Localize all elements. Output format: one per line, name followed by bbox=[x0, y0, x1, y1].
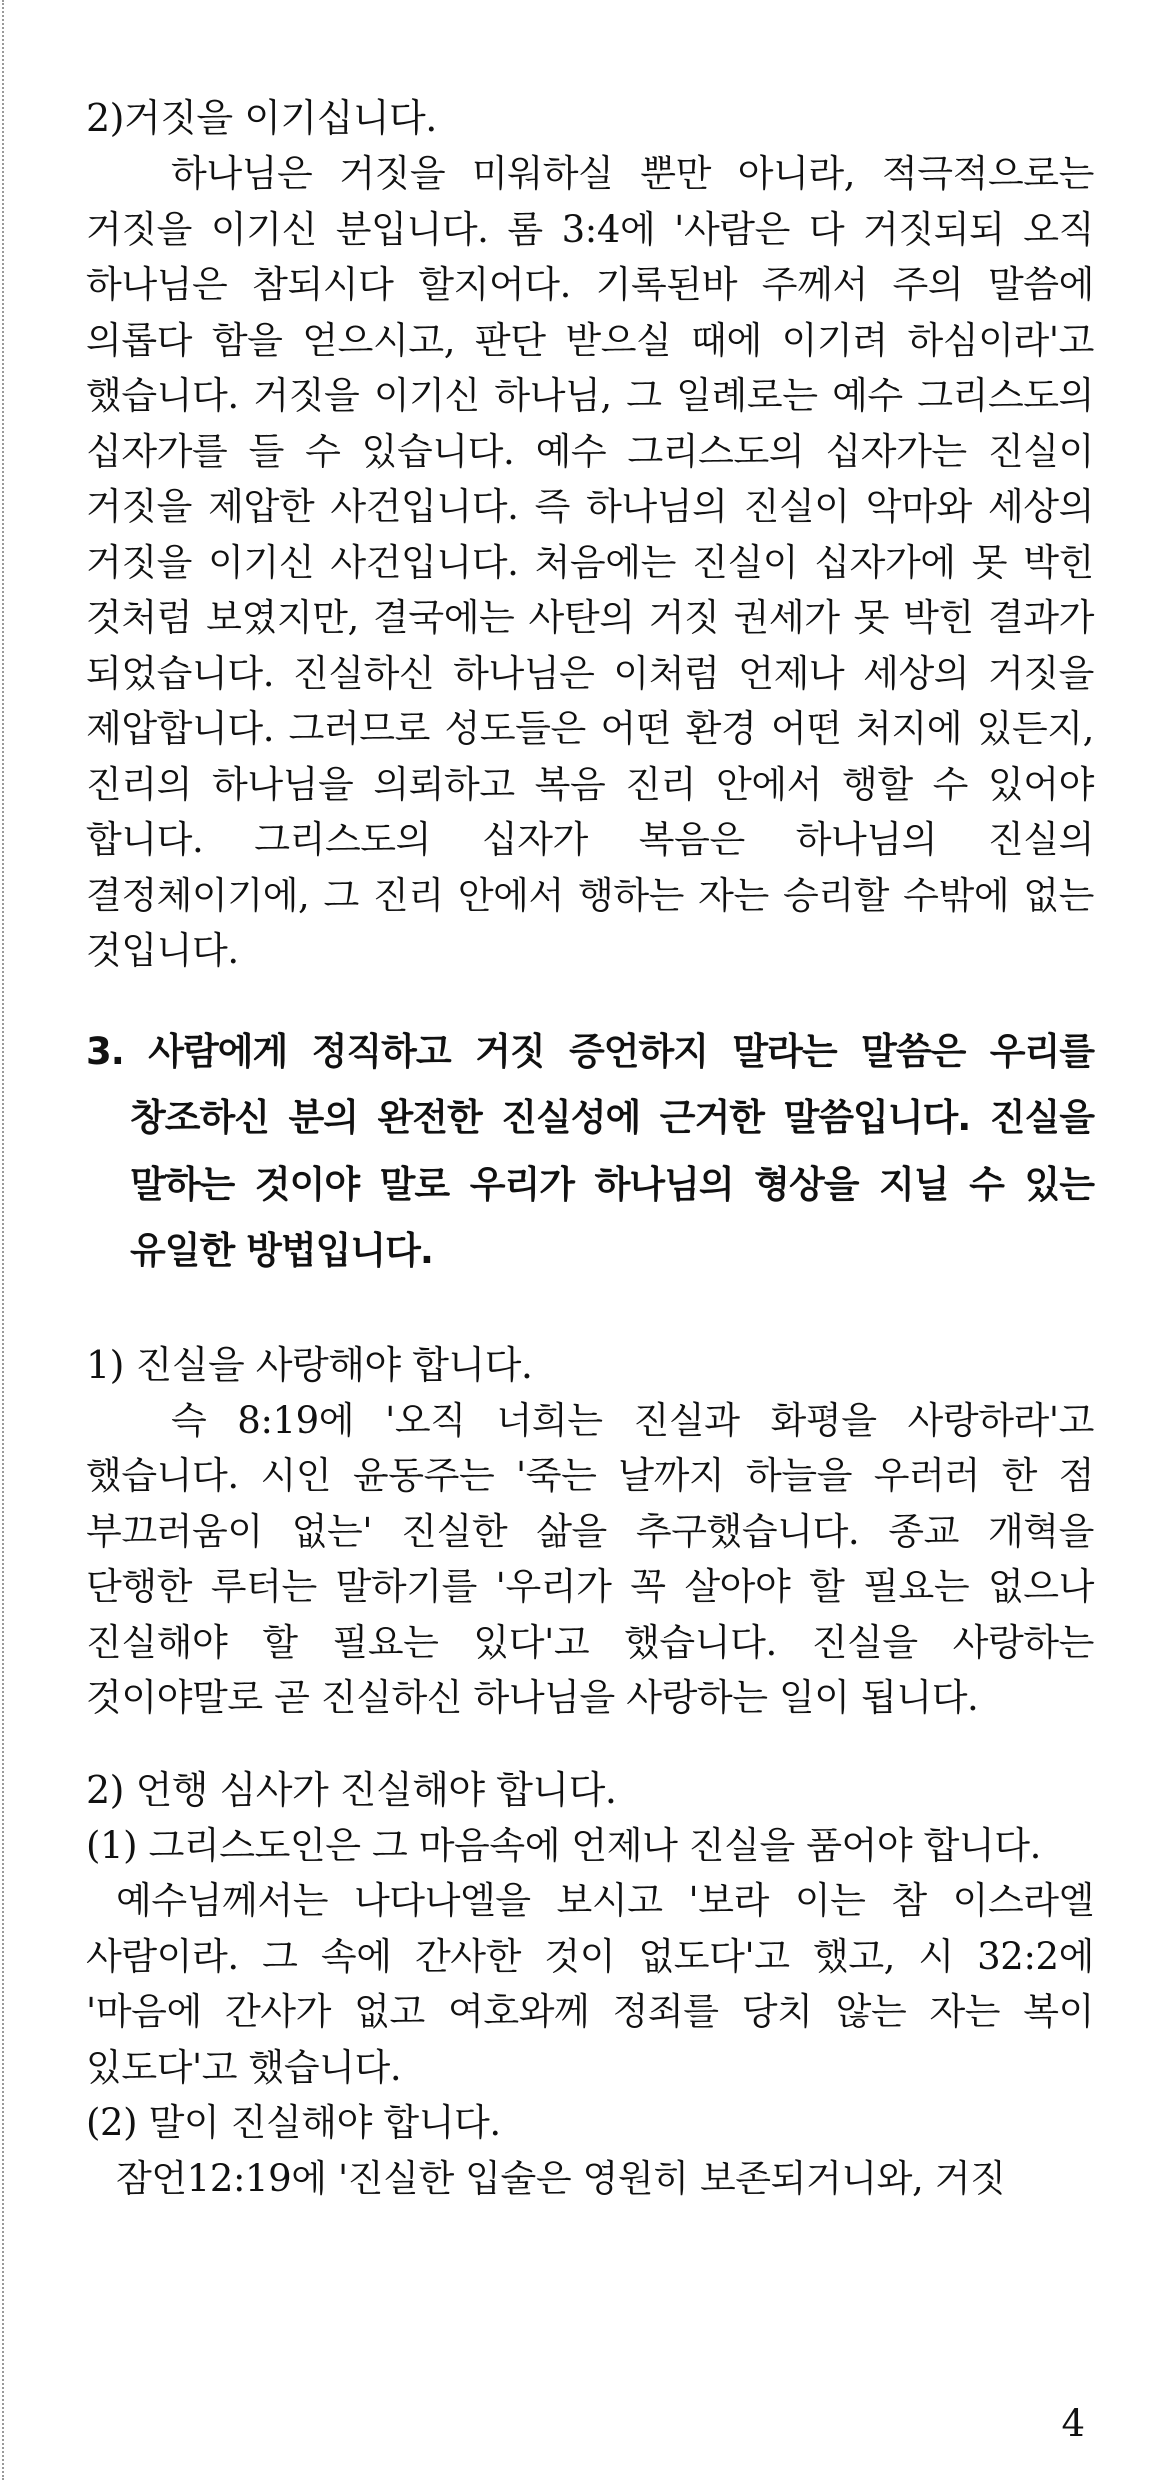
item-1-body: 예수님께서는 나다나엘을 보시고 '보라 이는 참 이스라엘 사람이라. 그 속에 간사한 것이 없도다'고 했고, 시 32:2에 '마음에 간사가 없고 여호와께 정죄를 당치 않는 자는 복이 있도다'고 했습니다. bbox=[86, 1879, 1094, 2089]
heading-truthful-conduct: 2) 언행 심사가 진실해야 합니다. bbox=[86, 1767, 617, 1812]
heading-love-truth: 1) 진실을 사랑해야 합니다. bbox=[86, 1342, 533, 1387]
heading-section-3: 3. 사람에게 정직하고 거짓 증언하지 말라는 말씀은 우리를 창조하신 분의 완전한 진실성에 근거한 말씀입니다. 진실을 말하는 것이야 말로 우리가 하나님의 형상을 지닐 수 있는 유일한 방법입니다. bbox=[86, 1029, 1094, 1272]
page-content bbox=[86, 90, 1094, 2206]
paragraph-lie-overcome: 하나님은 거짓을 미워하실 뿐만 아니라, 적극적으로는 거짓을 이기신 분입니다. 롬 3:4에 '사람은 다 거짓되되 오직 하나님은 참되시다 할지어다. 기록된바 주께서 주의 말씀에 의롭다 함을 얻으시고, 판단 받으실 때에 이기려 하심이라'고 했습니다. 거짓을 이기신 하나님, 그 일례로는 예수 그리스도의 십자가를 들 수 있습니다. 예수 그리스도의 십자가는 진실이 거짓을 제압한 사건입니다. 즉 하나님의 진실이 악마와 세상의 거짓을 이기신 사건입니다. 처음에는 진실이 십자가에 못 박힌 것처럼 보였지만, 결국에는 사탄의 거짓 권세가 못 박힌 결과가 되었습니다. 진실하신 하나님은 이처럼 언제나 세상의 거짓을 제압합니다. 그러므로 성도들은 어떤 환경 어떤 처지에 있든지, 진리의 하나님을 의뢰하고 복음 진리 안에서 행할 수 있어야 합니다. 그리스도의 십자가 복음은 하나님의 진실의 결정체이기에, 그 진리 안에서 행하는 자는 승리할 수밖에 없는 것입니다. bbox=[86, 152, 1094, 972]
item-2-heading: (2) 말이 진실해야 합니다. bbox=[86, 2101, 501, 2144]
item-2-body: 잠언12:19에 '진실한 입술은 영원히 보존되거니와, 거짓 bbox=[116, 2156, 1006, 2200]
heading-lie-overcome: 2)거짓을 이기십니다. bbox=[86, 96, 437, 140]
page-edge-dotted-line bbox=[2, 0, 4, 2480]
item-1-heading: (1) 그리스도인은 그 마음속에 언제나 진실을 품어야 합니다. bbox=[86, 1823, 1041, 1867]
page-number: 4 bbox=[1061, 2402, 1085, 2445]
paragraph-love-truth: 슥 8:19에 '오직 너희는 진실과 화평을 사랑하라'고 했습니다. 시인 윤동주는 '죽는 날까지 하늘을 우러러 한 점 부끄러움이 없는' 진실한 삶을 추구했습니다. 종교 개혁을 단행한 루터는 말하기를 '우리가 꼭 살아야 할 필요는 없으나 진실해야 할 필요는 있다'고 했습니다. 진실을 사랑하는 것이야말로 곧 진실하신 하나님을 사랑하는 일이 됩니다. bbox=[86, 1398, 1094, 1719]
